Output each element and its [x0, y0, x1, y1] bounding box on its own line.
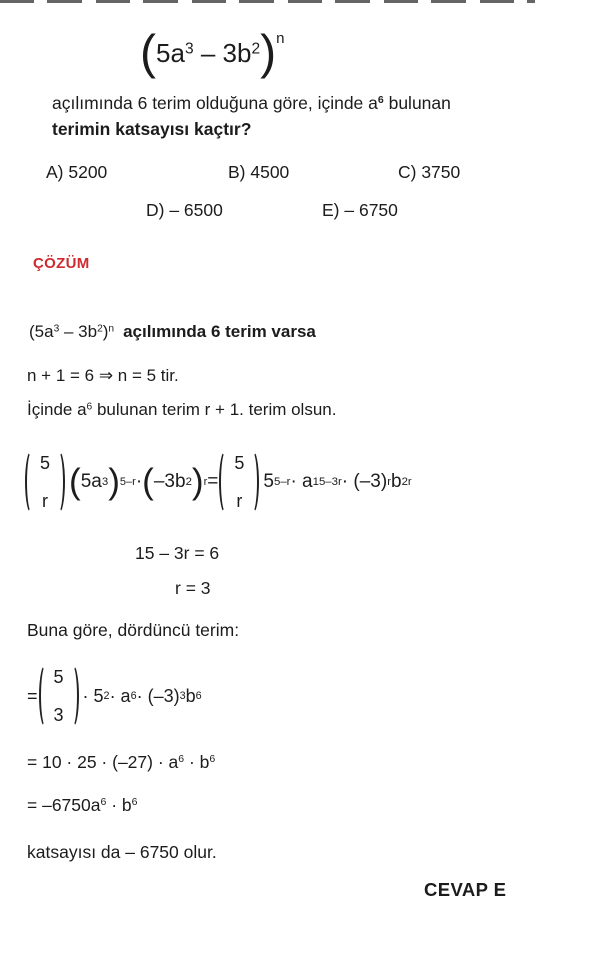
- fourth-term-formula: = 5 3 · 5 2 · a 6 · (–3) 3 b 6: [27, 660, 202, 732]
- calculation-line-2: = $-6750a^6 \cdot b^6$: [27, 795, 138, 815]
- calculation-line-1: = $10 \cdot 25 \cdot (-27) \cdot a^6 \cdot b^6$: [27, 752, 216, 772]
- option-d: D) – 6500: [146, 200, 223, 220]
- answer-label: CEVAP E: [424, 879, 507, 900]
- cropped-header-bar: [0, 0, 535, 3]
- conclusion-line: katsayısı da – 6750 olur.: [27, 842, 217, 862]
- equation-r-value: r = 3: [175, 578, 211, 598]
- option-b: B) 4500: [228, 162, 290, 182]
- binomial-coefficient: 5 r: [25, 450, 65, 514]
- solution-heading: ÇÖZÜM: [33, 255, 90, 272]
- option-c: C) 3750: [398, 162, 461, 182]
- solution-line-term-definition: İçinde $a^6$ bulunan terim r + 1. terim olsun.: [27, 400, 337, 419]
- option-a: A) 5200: [46, 162, 108, 182]
- solution-line-expansion-count: $(5a^3 - 3b^2)^n$ açılımında 6 terim varsa: [29, 322, 316, 341]
- option-e: E) – 6750: [322, 200, 398, 220]
- question-formula: $(5a^3 - 3b^2)^n$: [140, 25, 285, 80]
- general-term-formula: 5 r ( 5a 3 ) 5–r · ( –3b 2 ) r = 5 r 5 5–r · a 15–3r · (–3) r b 2r: [24, 443, 412, 521]
- question-text-line-2: terimin katsayısı kaçtır?: [52, 119, 252, 139]
- binomial-coefficient: 5 r: [219, 450, 259, 514]
- solution-line-n-equals-5: n + 1 = 6 ⇒ n = 5 tir.: [27, 366, 179, 385]
- fourth-term-intro: Buna göre, dördüncü terim:: [27, 620, 240, 640]
- question-text-line-1: açılımında 6 terim olduğuna göre, içinde $a^6$ bulunan: [52, 93, 451, 113]
- binomial-coefficient: 5 3: [39, 664, 79, 728]
- equation-exponent: 15 – 3r = 6: [135, 543, 220, 563]
